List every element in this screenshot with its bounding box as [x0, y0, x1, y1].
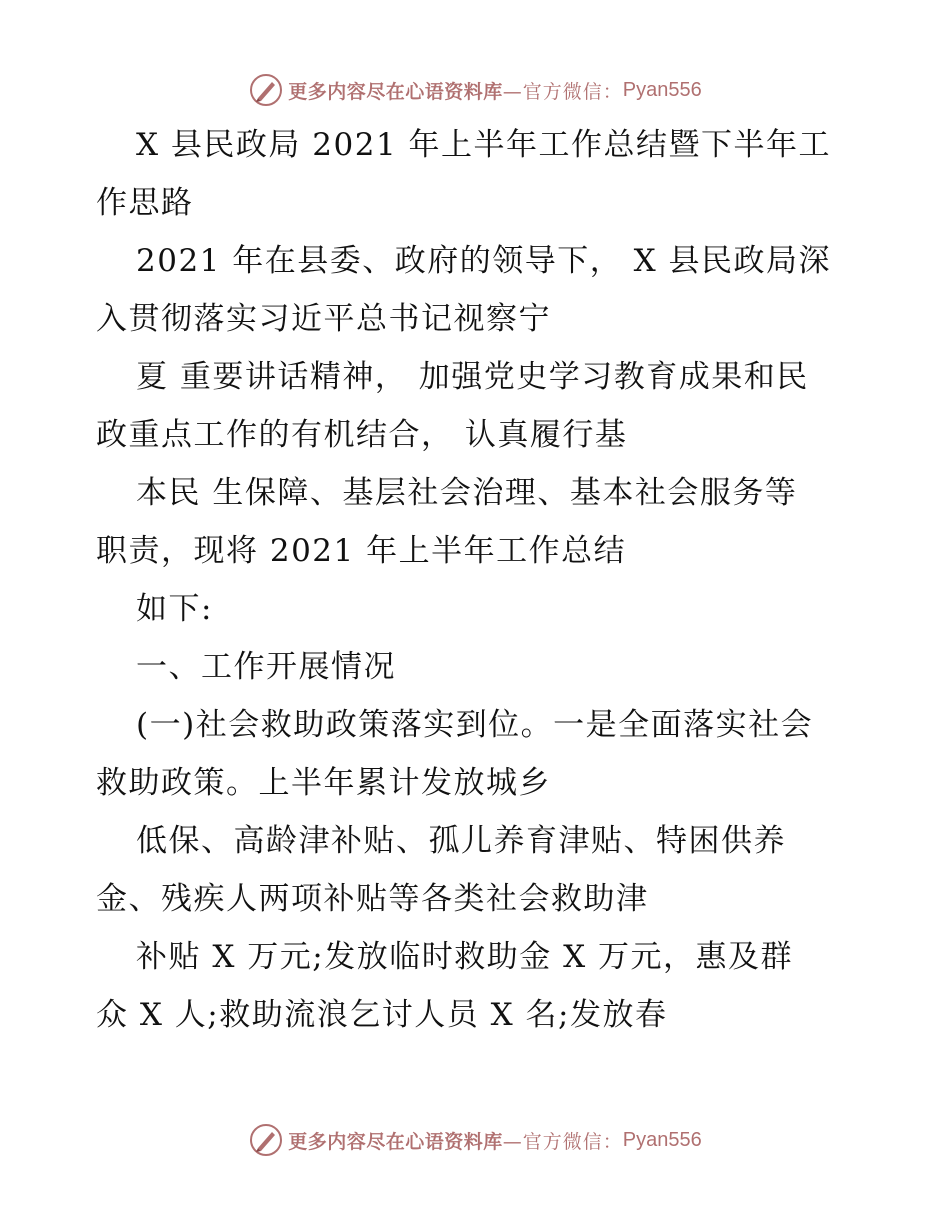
- document-body: [96, 116, 876, 1044]
- text-line: 职责，现将 2021 年上半年工作总结: [96, 533, 627, 569]
- text-line: 2021 年在县委、政府的领导下， X 县民政局深: [136, 243, 832, 279]
- pen-logo-icon: [248, 72, 284, 108]
- watermark-main-text: 更多内容尽在心语资料库: [288, 1130, 503, 1153]
- text-line: X 县民政局 2021 年上半年工作总结暨下半年工: [136, 127, 832, 163]
- text-line: 补贴 X 万元;发放临时救助金 X 万元，惠及群: [136, 939, 793, 975]
- text-line: 入贯彻落实习近平总书记视察宁: [96, 301, 551, 337]
- watermark-sub-text: —官方微信：: [502, 80, 623, 103]
- text-line: 本民 生保障、基层社会治理、基本社会服务等: [136, 475, 798, 511]
- pen-logo-icon: [248, 1122, 284, 1158]
- text-line: 夏 重要讲话精神， 加强党史学习教育成果和民: [136, 359, 809, 395]
- text-line: 如下:: [136, 591, 213, 627]
- text-line: 救助政策。上半年累计发放城乡: [96, 765, 551, 801]
- watermark-sub-text: —官方微信：: [502, 1130, 623, 1153]
- watermark-id-text: Pyan556: [622, 1128, 702, 1151]
- text-line: 众 X 人;救助流浪乞讨人员 X 名;发放春: [96, 997, 668, 1033]
- watermark-header: [0, 70, 950, 110]
- watermark-footer: [0, 1120, 950, 1160]
- text-line: (一)社会救助政策落实到位。一是全面落实社会: [136, 707, 814, 743]
- text-line: 低保、高龄津补贴、孤儿养育津贴、特困供养: [136, 823, 786, 859]
- text-line: 作思路: [96, 185, 194, 221]
- watermark-main-text: 更多内容尽在心语资料库: [288, 80, 503, 103]
- text-line: 金、残疾人两项补贴等各类社会救助津: [96, 881, 649, 917]
- section-heading: 一、工作开展情况: [136, 649, 396, 685]
- text-line: 政重点工作的有机结合， 认真履行基: [96, 417, 628, 453]
- watermark-id-text: Pyan556: [622, 78, 702, 101]
